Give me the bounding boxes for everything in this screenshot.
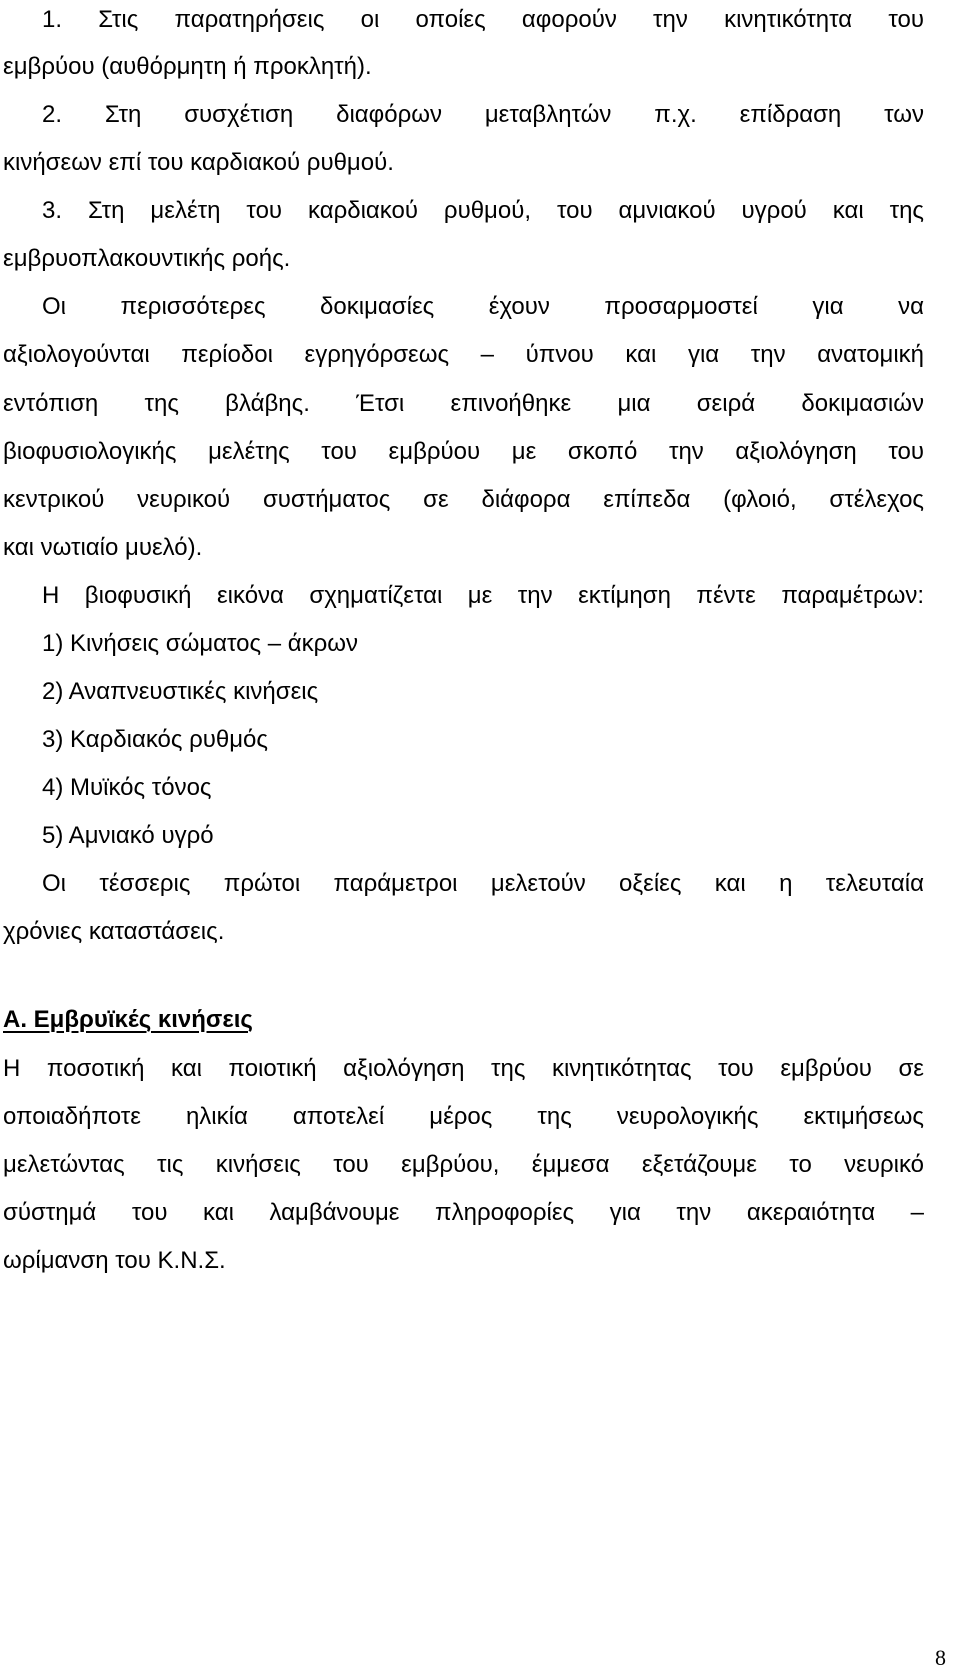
section-a-line-3: μελετώντας τις κινήσεις του εμβρύου, έμμεσα εξετάζουμε το νευρικό [3,1151,924,1178]
section-a-line-1: Η ποσοτική και ποιοτική αξιολόγηση της κινητικότητας του εμβρύου σε [3,1055,924,1082]
tests-paragraph-line-4: βιοφυσιολογικής μελέτης του εμβρύου με σκοπό την αξιολόγηση του [3,438,924,465]
summary-line-1: Οι τέσσερις πρώτοι παράμετροι μελετούν οξείες και η τελευταία [42,870,924,897]
parameter-item: 4) Μυϊκός τόνος [42,774,212,801]
list-item-3-line-1: 3. Στη μελέτη του καρδιακού ρυθμού, του αμνιακού υγρού και της [42,197,924,224]
list-item-2-line-2: κινήσεων επί του καρδιακού ρυθμού. [3,149,394,176]
list-item-1-line-1: 1. Στις παρατηρήσεις οι οποίες αφορούν την κινητικότητα του [42,6,924,33]
parameter-item: 1) Κινήσεις σώματος – άκρων [42,630,359,657]
parameter-item: 5) Αμνιακό υγρό [42,822,214,849]
page-number: 8 [935,1645,946,1670]
tests-paragraph-line-2: αξιολογούνται περίοδοι εγρηγόρσεως – ύπνου και για την ανατομική [3,341,924,368]
list-item-3-line-2: εμβρυοπλακουντικής ροής. [3,245,291,272]
parameter-item: 3) Καρδιακός ρυθμός [42,726,268,753]
tests-paragraph-line-3: εντόπιση της βλάβης. Έτσι επινοήθηκε μια σειρά δοκιμασιών [3,390,924,417]
list-item-2-line-1: 2. Στη συσχέτιση διαφόρων μεταβλητών π.χ. επίδραση των [42,101,924,128]
section-a-line-4: σύστημά του και λαμβάνουμε πληροφορίες για την ακεραιότητα – [3,1199,924,1226]
section-a-line-2: οποιαδήποτε ηλικία αποτελεί μέρος της νευρολογικής εκτιμήσεως [3,1103,924,1130]
section-a-line-5: ωρίμανση του Κ.Ν.Σ. [3,1247,226,1274]
section-heading: Α. Εμβρυϊκές κινήσεις [3,1006,253,1033]
list-item-1-line-2: εμβρύου (αυθόρμητη ή προκλητή). [3,53,372,80]
tests-paragraph-line-6: και νωτιαίο μυελό). [3,534,203,561]
summary-line-2: χρόνιες καταστάσεις. [3,918,225,945]
tests-paragraph-line-1: Οι περισσότερες δοκιμασίες έχουν προσαρμοστεί για να [42,293,924,320]
biophysical-intro: Η βιοφυσική εικόνα σχηματίζεται με την εκτίμηση πέντε παραμέτρων: [42,582,924,609]
tests-paragraph-line-5: κεντρικού νευρικού συστήματος σε διάφορα επίπεδα (φλοιό, στέλεχος [3,486,924,513]
parameter-item: 2) Αναπνευστικές κινήσεις [42,678,319,705]
